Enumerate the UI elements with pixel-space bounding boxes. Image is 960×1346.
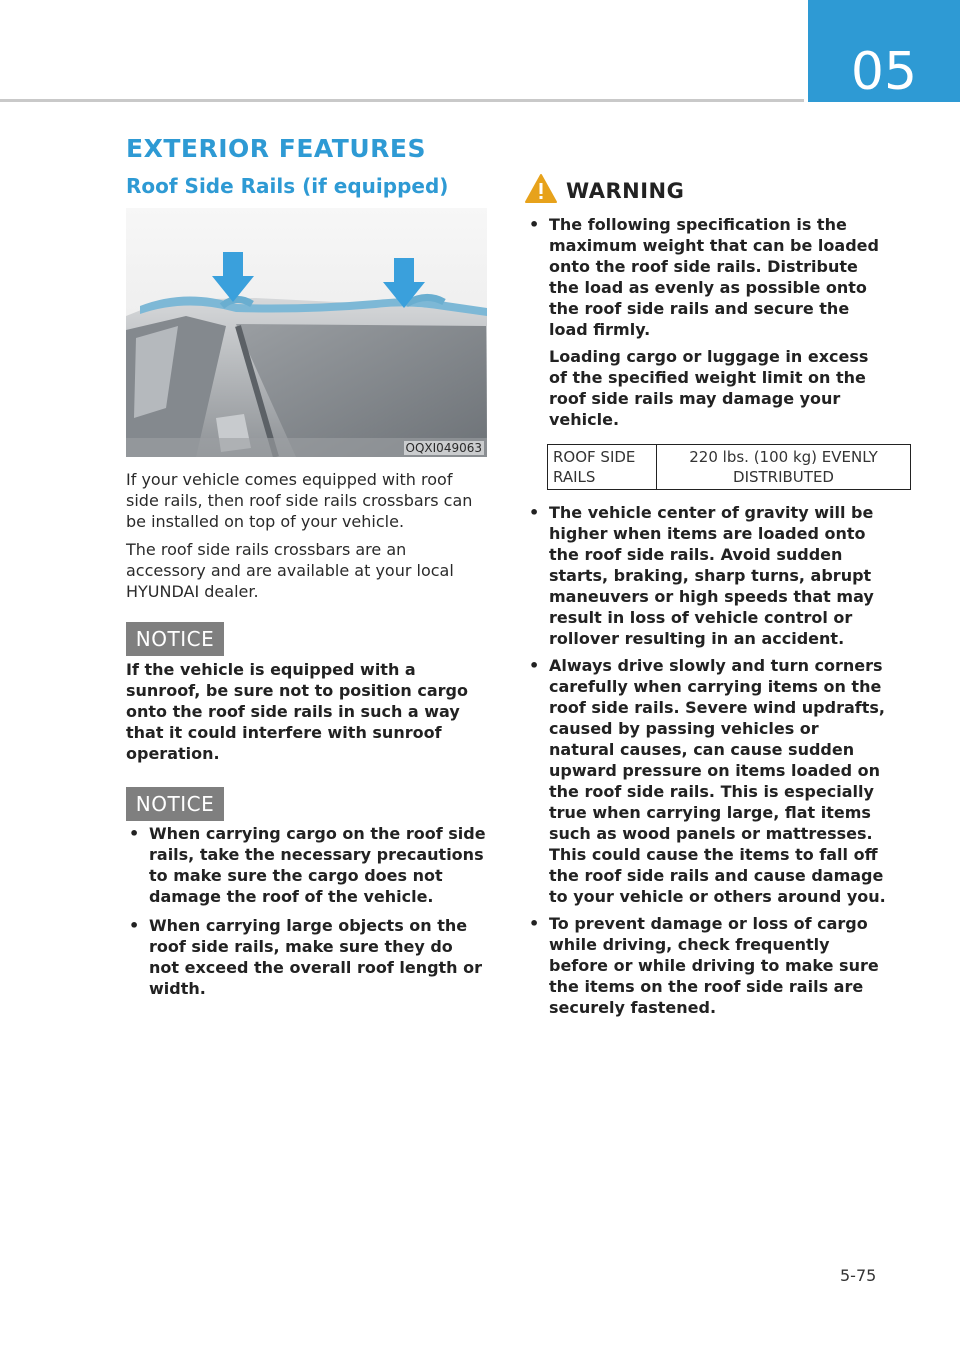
list-item: • When carrying large objects on the roof side rails, make sure they do not exceed the overall roof length or width. <box>126 915 488 999</box>
list-item: • The vehicle center of gravity will be higher when items are loaded onto the roof side rails. Avoid sudden starts, braking, sharp turns, abrupt maneuvers or high speeds that may result in loss of vehicle control or rollover resulting in an accident. <box>526 502 888 649</box>
warning-content <box>526 214 888 1024</box>
figure-code: OQXI049063 <box>405 441 482 455</box>
list-item: • Always drive slowly and turn corners carefully when carrying items on the roof side rails. Severe wind updrafts, caused by passing vehicles or natural causes, can cause sudden upward pressure on items loaded on the roof side rails. This is especially true when carrying large, flat items such as wood panels or mattresses. This could cause the items to fall off the roof side rails and cause damage to your vehicle or others around you. <box>526 655 888 907</box>
warning-item-1: The following specification is the maximum weight that can be loaded onto the roof side rails. Distribute the load as evenly as possible onto the roof side rails and secure the load firmly. <box>549 215 879 339</box>
chapter-tab: 05 <box>808 0 960 102</box>
spec-value-cell: 220 lbs. (100 kg) EVENLY DISTRIBUTED <box>657 445 911 490</box>
section-title: EXTERIOR FEATURES <box>126 134 426 163</box>
intro-paragraph-1: If your vehicle comes equipped with roof side rails, then roof side rails crossbars can be installed on top of your vehicle. <box>126 470 473 531</box>
page-number: 5-75 <box>840 1266 877 1285</box>
list-item <box>526 214 888 490</box>
warning-triangle-icon <box>524 172 558 206</box>
list-item: • When carrying cargo on the roof side rails, take the necessary precautions to make sure the cargo does not damage the roof of the vehicle. <box>126 823 488 907</box>
notice-1-text: If the vehicle is equipped with a sunroof, be sure not to position cargo onto the roof side rails in such a way that it could interfere with sunroof operation. <box>126 660 468 763</box>
spec-table <box>547 444 911 490</box>
car-roof-drawing <box>126 208 487 457</box>
warning-item-1-sub: Loading cargo or luggage in excess of the specified weight limit on the roof side rails may damage your vehicle. <box>549 347 869 429</box>
table-row <box>548 445 911 490</box>
warning-label: WARNING <box>566 179 685 203</box>
spec-label-cell: ROOF SIDE RAILS <box>548 445 657 490</box>
subsection-title: Roof Side Rails (if equipped) <box>126 174 449 198</box>
list-item: • To prevent damage or loss of cargo while driving, check frequently before or while driving to make sure the items on the roof side rails are securely fastened. <box>526 913 888 1018</box>
notice-2-list <box>126 823 488 1007</box>
notice-badge-2: NOTICE <box>126 787 224 821</box>
header-rule <box>0 99 804 102</box>
intro-paragraph-2: The roof side rails crossbars are an accessory and are available at your local HYUNDAI dealer. <box>126 540 454 601</box>
notice-badge-1: NOTICE <box>126 622 224 656</box>
roof-rails-illustration <box>126 208 487 457</box>
